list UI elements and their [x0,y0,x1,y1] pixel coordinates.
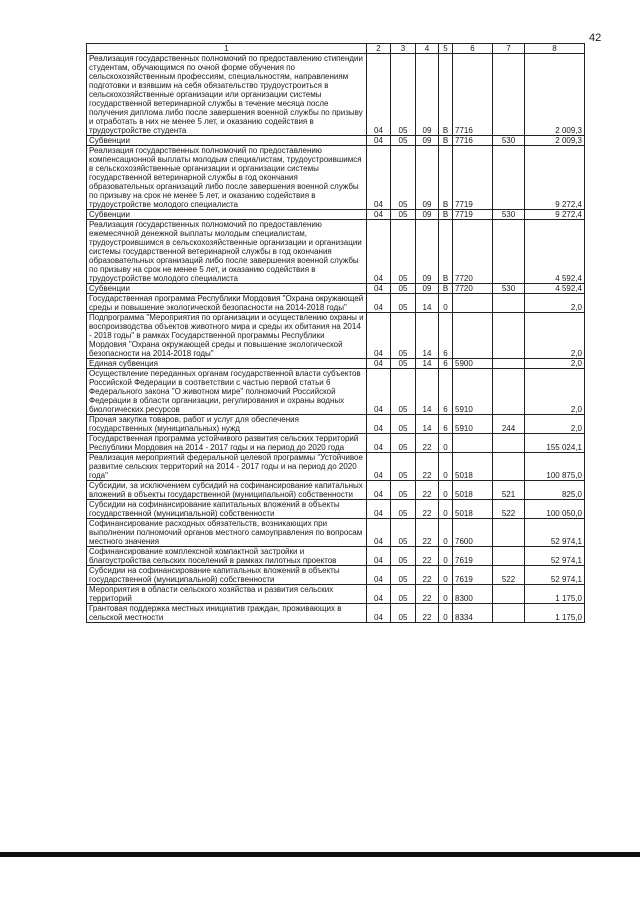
cell-description: Субсидии на софинансирование капитальных вложений в объекты государственной (муниципальной) собственности [87,566,367,585]
cell-amount: 100 875,0 [525,453,585,481]
cell-col-7 [493,54,525,136]
cell-amount: 2,0 [525,369,585,415]
cell-col-3: 05 [391,136,416,146]
cell-col-5: В [439,146,453,210]
cell-description: Субвенции [87,210,367,220]
cell-col-2: 04 [367,566,391,585]
table-row [87,369,585,415]
cell-col-7: 244 [493,415,525,434]
cell-col-7 [493,547,525,566]
table-row [87,519,585,547]
cell-col-5: В [439,136,453,146]
cell-col-4: 22 [416,585,439,604]
header-col-3: 3 [391,44,416,54]
cell-col-7: 530 [493,210,525,220]
cell-amount: 2,0 [525,415,585,434]
table-row [87,481,585,500]
cell-description: Осуществление переданных органам государственной власти субъектов Российской Федерации в соответствии с частью первой статьи 6 Федерального закона "О животном мире" полномочий Российской Федерации в области организации, регулирования и охраны водных биологических ресурсов [87,369,367,415]
table-row [87,415,585,434]
cell-col-4: 22 [416,547,439,566]
cell-col-4: 14 [416,294,439,313]
table-row [87,500,585,519]
cell-col-6: 7600 [453,519,493,547]
cell-col-5: 0 [439,604,453,623]
cell-col-4: 14 [416,313,439,359]
cell-description: Софинансирование расходных обязательств, возникающих при выполнении полномочий органов местного самоуправления по вопросам местного значения [87,519,367,547]
cell-col-4: 22 [416,434,439,453]
cell-col-2: 04 [367,547,391,566]
cell-amount: 52 974,1 [525,566,585,585]
table-row [87,294,585,313]
cell-col-3: 05 [391,481,416,500]
cell-col-2: 04 [367,604,391,623]
header-col-1: 1 [87,44,367,54]
cell-col-5: 0 [439,585,453,604]
cell-col-4: 22 [416,566,439,585]
cell-col-3: 05 [391,359,416,369]
cell-description: Софинансирование комплексной компактной застройки и благоустройства сельских поселений в рамках пилотных проектов [87,547,367,566]
cell-col-5: 0 [439,434,453,453]
table-row [87,136,585,146]
cell-col-3: 05 [391,519,416,547]
cell-description: Грантовая поддержка местных инициатив граждан, проживающих в сельской местности [87,604,367,623]
cell-amount: 52 974,1 [525,547,585,566]
cell-col-4: 14 [416,369,439,415]
cell-amount: 9 272,4 [525,210,585,220]
cell-col-7: 522 [493,566,525,585]
cell-col-6: 5910 [453,369,493,415]
cell-col-7 [493,604,525,623]
cell-col-6: 8300 [453,585,493,604]
cell-description: Подпрограмма "Мероприятия по организации и осуществлению охраны и воспроизводства объектов животного мира и среды их обитания на 2014 - 2018 годы" в рамках Государственной программы Республики Мордовия "Охрана окружающей среды и повышение экологической безопасности на 2014-2018 годы" [87,313,367,359]
cell-description: Государственная программа Республики Мордовия "Охрана окружающей среды и повышение экологической безопасности на 2014-2018 годы" [87,294,367,313]
cell-col-7 [493,313,525,359]
table-row [87,284,585,294]
cell-col-2: 04 [367,415,391,434]
table-row [87,547,585,566]
cell-amount: 2 009,3 [525,136,585,146]
cell-description: Реализация государственных полномочий по предоставлению стипендии студентам, обучающимся по очной форме обучения по сельскохозяйственным профессиям, специальностям, направлениям подготовки и взявшим на себя обязательство трудоустроиться в сельскохозяйственные организации или организации системы государственной ветеринарной службы в течение месяца после получения диплома либо после завершения военной службы по призыву и отработать в них не менее 5 лет, и оказанию содействия в трудоустройстве студента [87,54,367,136]
table-row [87,434,585,453]
cell-amount: 4 592,4 [525,220,585,284]
cell-col-7 [493,434,525,453]
cell-description: Государственная программа устойчивого развития сельских территорий Республики Мордовия на 2014 - 2017 годы и на период до 2020 года [87,434,367,453]
header-col-4: 4 [416,44,439,54]
cell-col-5: 6 [439,313,453,359]
cell-col-4: 09 [416,54,439,136]
header-col-6: 6 [453,44,493,54]
cell-col-7: 530 [493,284,525,294]
cell-col-4: 09 [416,136,439,146]
cell-col-4: 22 [416,519,439,547]
cell-col-4: 22 [416,453,439,481]
cell-col-7: 521 [493,481,525,500]
cell-col-5: 6 [439,369,453,415]
cell-col-3: 05 [391,210,416,220]
cell-col-2: 04 [367,369,391,415]
cell-amount: 2,0 [525,359,585,369]
cell-description: Реализация государственных полномочий по предоставлению компенсационной выплаты молодым специалистам, трудоустроившимся в сельскохозяйственные организации и организации системы государственной ветеринарной службы в год окончания образовательных организаций либо после завершения военной службы по призыву на срок не менее 5 лет, и оказанию содействия в трудоустройстве молодого специалиста [87,146,367,210]
cell-col-6: 7720 [453,220,493,284]
cell-col-5: 0 [439,481,453,500]
cell-description: Субсидии на софинансирование капитальных вложений в объекты государственной (муниципальной) собственности [87,500,367,519]
table-row [87,54,585,136]
table-row [87,566,585,585]
cell-description: Субсидии, за исключением субсидий на софинансирование капитальных вложений в объекты государственной (муниципальной) собственности [87,481,367,500]
cell-amount: 9 272,4 [525,146,585,210]
cell-col-6: 7719 [453,210,493,220]
cell-col-3: 05 [391,284,416,294]
cell-col-6: 7719 [453,146,493,210]
table-row [87,453,585,481]
cell-col-7 [493,369,525,415]
cell-col-2: 04 [367,453,391,481]
cell-col-3: 05 [391,547,416,566]
cell-col-4: 09 [416,146,439,210]
cell-col-5: 0 [439,566,453,585]
cell-description: Реализация государственных полномочий по предоставлению ежемесячной денежной выплаты молодым специалистам, трудоустроившимся в сельскохозяйственные организации и организации системы государственной ветеринарной службы в год окончания образовательных организаций либо после завершения военной службы по призыву на срок не менее 5 лет, и оказанию содействия в трудоустройстве молодого специалиста [87,220,367,284]
cell-amount: 825,0 [525,481,585,500]
table-row [87,313,585,359]
cell-col-3: 05 [391,54,416,136]
cell-col-6: 7716 [453,136,493,146]
cell-col-2: 04 [367,519,391,547]
cell-col-7 [493,220,525,284]
cell-col-2: 04 [367,284,391,294]
cell-col-2: 04 [367,359,391,369]
cell-amount: 1 175,0 [525,585,585,604]
cell-col-6: 7720 [453,284,493,294]
cell-amount: 52 974,1 [525,519,585,547]
cell-col-7 [493,359,525,369]
cell-col-2: 04 [367,146,391,210]
cell-col-6: 5910 [453,415,493,434]
cell-col-2: 04 [367,54,391,136]
cell-col-2: 04 [367,585,391,604]
cell-col-4: 14 [416,415,439,434]
cell-description: Единая субвенция [87,359,367,369]
header-col-2: 2 [367,44,391,54]
header-col-8: 8 [525,44,585,54]
cell-col-2: 04 [367,294,391,313]
cell-col-3: 05 [391,566,416,585]
cell-col-4: 22 [416,481,439,500]
cell-col-7 [493,453,525,481]
cell-amount: 100 050,0 [525,500,585,519]
cell-col-6 [453,434,493,453]
cell-col-4: 14 [416,359,439,369]
table-body [87,54,585,623]
page-number: 42 [589,32,602,44]
cell-col-5: В [439,220,453,284]
cell-col-2: 04 [367,500,391,519]
cell-col-2: 04 [367,481,391,500]
cell-col-4: 22 [416,500,439,519]
cell-col-5: 0 [439,500,453,519]
cell-col-3: 05 [391,369,416,415]
cell-col-5: 0 [439,453,453,481]
cell-col-6: 5018 [453,500,493,519]
cell-amount: 2,0 [525,294,585,313]
cell-col-3: 05 [391,453,416,481]
cell-col-6 [453,294,493,313]
cell-col-5: В [439,54,453,136]
budget-table [86,43,585,623]
scan-edge-bar [0,852,640,857]
cell-col-5: 6 [439,415,453,434]
cell-col-6: 5018 [453,481,493,500]
cell-col-7: 530 [493,136,525,146]
table-row [87,359,585,369]
cell-col-3: 05 [391,500,416,519]
cell-col-3: 05 [391,146,416,210]
cell-description: Реализация мероприятий федеральной целевой программы "Устойчивое развитие сельских территорий на 2014 - 2017 годы и на период до 2020 года" [87,453,367,481]
cell-description: Субвенции [87,284,367,294]
cell-col-2: 04 [367,313,391,359]
cell-col-5: 0 [439,519,453,547]
cell-description: Мероприятия в области сельского хозяйства и развития сельских территорий [87,585,367,604]
header-row [87,44,585,54]
cell-col-2: 04 [367,434,391,453]
cell-col-7 [493,146,525,210]
cell-amount: 4 592,4 [525,284,585,294]
table-row [87,220,585,284]
cell-amount: 2,0 [525,313,585,359]
cell-col-3: 05 [391,294,416,313]
cell-col-5: 0 [439,294,453,313]
cell-amount: 155 024,1 [525,434,585,453]
cell-col-3: 05 [391,415,416,434]
table-row [87,585,585,604]
cell-col-3: 05 [391,604,416,623]
cell-col-4: 09 [416,284,439,294]
cell-col-3: 05 [391,313,416,359]
cell-amount: 1 175,0 [525,604,585,623]
cell-col-6: 7716 [453,54,493,136]
header-col-5: 5 [439,44,453,54]
cell-col-6: 5018 [453,453,493,481]
cell-col-4: 09 [416,210,439,220]
cell-col-6: 8334 [453,604,493,623]
cell-col-3: 05 [391,434,416,453]
table-row [87,210,585,220]
cell-col-5: В [439,284,453,294]
cell-col-6 [453,313,493,359]
cell-col-2: 04 [367,136,391,146]
cell-col-7 [493,519,525,547]
cell-col-3: 05 [391,585,416,604]
cell-col-7 [493,294,525,313]
header-col-7: 7 [493,44,525,54]
table-row [87,604,585,623]
cell-col-7 [493,585,525,604]
cell-col-5: 6 [439,359,453,369]
cell-description: Субвенции [87,136,367,146]
cell-col-2: 04 [367,220,391,284]
cell-col-4: 09 [416,220,439,284]
cell-col-6: 7619 [453,547,493,566]
cell-amount: 2 009,3 [525,54,585,136]
cell-col-5: В [439,210,453,220]
table-row [87,146,585,210]
cell-col-6: 7619 [453,566,493,585]
cell-description: Прочая закупка товаров, работ и услуг для обеспечения государственных (муниципальных) нужд [87,415,367,434]
cell-col-5: 0 [439,547,453,566]
cell-col-6: 5900 [453,359,493,369]
cell-col-4: 22 [416,604,439,623]
cell-col-7: 522 [493,500,525,519]
cell-col-2: 04 [367,210,391,220]
cell-col-3: 05 [391,220,416,284]
